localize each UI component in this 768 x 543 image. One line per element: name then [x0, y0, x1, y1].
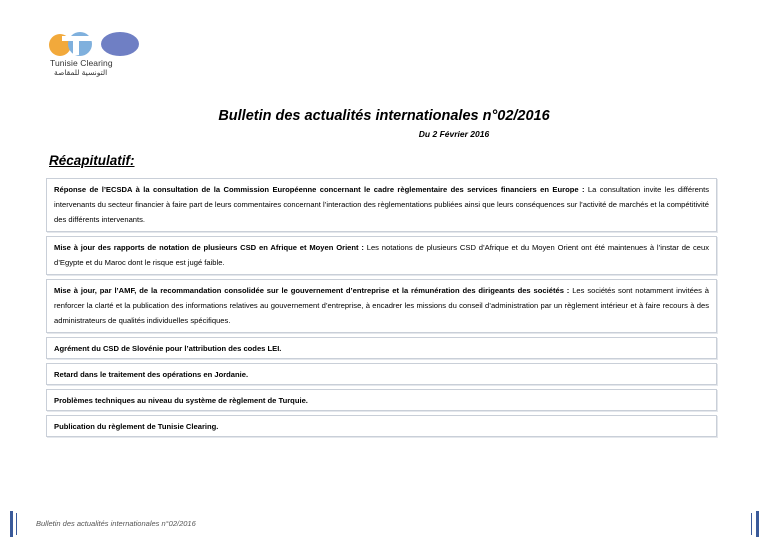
news-item [46, 363, 717, 385]
news-item-text: Les notations de plusieurs CSD d’Afrique et du Moyen Orient ont été maintenues à l’instar de ceux d’Egypte et du Maroc dont le risque est jugé faible. [54, 243, 709, 267]
news-item-title: Problèmes techniques au niveau du système de règlement de Turquie. [54, 396, 308, 405]
news-item-text: La consultation invite les différents intervenants du secteur financier à faire part de leurs commentaires concernant l’interaction des règlementations publiées ainsi que leurs conséquences sur l’activité de marchés et la compétitivité des différents intervenants. [54, 185, 709, 224]
news-item [46, 389, 717, 411]
tunisie-clearing-logo [32, 30, 148, 77]
news-item-title: Retard dans le traitement des opérations en Jordanie. [54, 370, 249, 379]
news-item-title: Mise à jour des rapports de notation de plusieurs CSD en Afrique et Moyen Orient : [54, 243, 367, 252]
page-title: Bulletin des actualités internationales n°02/2016 [218, 108, 550, 124]
news-item-text: Les sociétés sont notamment invitées à renforcer la clarté et la publication des informations relatives au gouvernement d’entreprise, à encadrer les missions du conseil d’administration par un règlement intérieur et à faire recours à des administrateurs de qualités individuelles spécifiques. [54, 286, 709, 325]
footer-left-bar [10, 511, 13, 537]
news-item [46, 279, 717, 333]
recap-heading-text: Récapitulatif [49, 153, 131, 168]
footer-right-line [751, 513, 752, 535]
logo-name-en: Tunisie Clearing [50, 58, 113, 68]
page-date: Du 2 Février 2016 [418, 129, 490, 139]
logo-name-ar: التونسية للمقاصة [54, 68, 108, 77]
news-item [46, 178, 717, 232]
news-item-title: Agrément du CSD de Slovénie pour l’attribution des codes LEI. [54, 344, 282, 353]
footer-right-bar [756, 511, 759, 537]
recap-heading [49, 153, 135, 168]
news-item [46, 236, 717, 275]
news-item-title: Mise à jour, par l’AMF, de la recommandation consolidée sur le gouvernement d’entreprise et la rémunération des dirigeants des sociétés : [54, 286, 573, 295]
news-item-title: Réponse de l’ECSDA à la consultation de la Commission Européenne concernant le cadre règlementaire des services financiers en Europe : [54, 185, 588, 194]
footer-text: Bulletin des actualités internationales n°02/2016 [36, 519, 196, 528]
news-item [46, 415, 717, 437]
news-item-title: Publication du règlement de Tunisie Clearing. [54, 422, 219, 431]
news-item [46, 337, 717, 359]
footer-left-line [16, 513, 17, 535]
recap-heading-colon: : [130, 153, 135, 168]
